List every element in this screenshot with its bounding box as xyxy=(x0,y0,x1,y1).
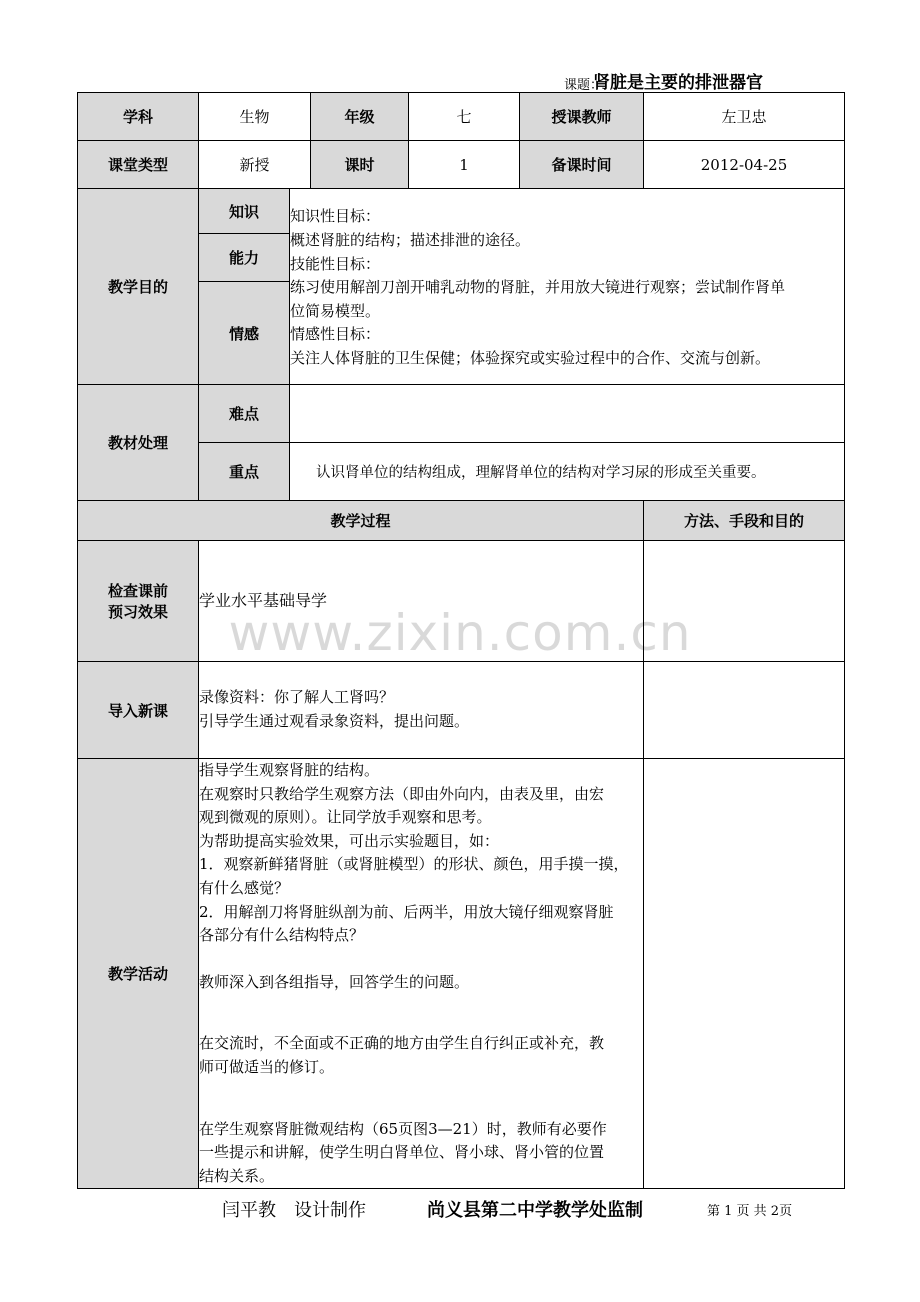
activity-line: 2．用解剖刀将肾脏纵剖为前、后两半，用放大镜仔细观察肾脏 xyxy=(199,902,614,921)
goals-knowledge-label: 知识 xyxy=(199,189,290,234)
intro-text xyxy=(199,662,644,759)
activity-line: 在观察时只教给学生观察方法（即由外向内，由表及里，由宏 xyxy=(199,784,605,803)
goals-line: 位简易模型。 xyxy=(290,301,381,320)
subject-label: 学科 xyxy=(78,93,199,141)
class-type-label: 课堂类型 xyxy=(78,141,199,189)
prep-time-label: 备课时间 xyxy=(520,141,644,189)
goals-label: 教学目的 xyxy=(78,189,199,385)
goals-line: 情感性目标： xyxy=(290,325,381,344)
goals-emotion-label: 情感 xyxy=(199,282,290,385)
topic-title: 肾脏是主要的排泄器官 xyxy=(593,73,763,93)
footer-supervisor: 尚义县第二中学教学处监制 xyxy=(427,1200,643,1221)
activity-line: 1．观察新鲜猪肾脏（或肾脏模型）的形状、颜色，用手摸一摸， xyxy=(199,855,629,874)
subject-value: 生物 xyxy=(199,93,311,141)
activity-line: 教师深入到各组指导，回答学生的问题。 xyxy=(199,972,470,991)
difficulty-text xyxy=(290,385,845,443)
activity-line: 指导学生观察肾脏的结构。 xyxy=(199,761,380,779)
page-footer xyxy=(0,1192,920,1224)
page-number: 第 1 页 共 2页 xyxy=(707,1204,793,1219)
grade-value: 七 xyxy=(409,93,520,141)
teacher-label: 授课教师 xyxy=(520,93,644,141)
activity-line: 在交流时，不全面或不正确的地方由学生自行纠正或补充，教 xyxy=(199,1034,605,1053)
key-point-label: 重点 xyxy=(199,443,290,501)
activity-line: 结构关系。 xyxy=(199,1166,275,1185)
difficulty-label: 难点 xyxy=(199,385,290,443)
activity-method-cell xyxy=(644,759,845,1189)
class-type-value: 新授 xyxy=(199,141,311,189)
grade-label: 年级 xyxy=(311,93,409,141)
intro-line: 录像资料：你了解人工肾吗？ xyxy=(199,688,395,707)
goals-text xyxy=(290,189,845,385)
activity-line: 师可做适当的修订。 xyxy=(199,1057,335,1076)
activity-line: 有什么感觉？ xyxy=(199,878,290,897)
teacher-value: 左卫忠 xyxy=(644,93,845,141)
prep-time-value: 2012-04-25 xyxy=(644,141,845,189)
hours-value: 1 xyxy=(409,141,520,189)
key-point-text: 认识肾单位的结构组成，理解肾单位的结构对学习尿的形成至关重要。 xyxy=(290,443,845,501)
preview-text: 学业水平基础导学 xyxy=(199,541,644,662)
activity-line: 各部分有什么结构特点？ xyxy=(199,926,365,945)
activity-label: 教学活动 xyxy=(78,759,199,1189)
watermark: www.zixin.com.cn xyxy=(228,604,692,662)
hours-label: 课时 xyxy=(311,141,409,189)
process-header: 教学过程 xyxy=(78,501,644,541)
activity-line: 为帮助提高实验效果，可出示实验题目，如： xyxy=(199,831,500,850)
preview-label-line: 预习效果 xyxy=(107,603,168,621)
activity-text xyxy=(199,759,644,1189)
method-header: 方法、手段和目的 xyxy=(644,501,845,541)
preview-label-line: 检查课前 xyxy=(107,582,168,600)
goals-ability-label: 能力 xyxy=(199,234,290,282)
goals-line: 练习使用解剖刀剖开哺乳动物的肾脏，并用放大镜进行观察；尝试制作肾单 xyxy=(290,278,786,297)
intro-method-cell xyxy=(644,662,845,759)
goals-line: 概述肾脏的结构；描述排泄的途径。 xyxy=(290,231,531,250)
goals-line: 技能性目标： xyxy=(290,254,381,273)
activity-line: 一些提示和讲解，使学生明白肾单位、肾小球、肾小管的位置 xyxy=(199,1143,605,1162)
material-label: 教材处理 xyxy=(78,385,199,501)
page-header xyxy=(0,68,920,94)
intro-line: 引导学生通过观看录象资料，提出问题。 xyxy=(199,712,470,730)
goals-line: 知识性目标： xyxy=(290,207,381,226)
footer-designer: 闫平教 设计制作 xyxy=(222,1200,366,1221)
activity-line: 在学生观察肾脏微观结构（65页图3—21）时，教师有必要作 xyxy=(199,1119,607,1138)
activity-line: 观到微观的原则）。让同学放手观察和思考。 xyxy=(199,808,492,827)
intro-label: 导入新课 xyxy=(78,662,199,759)
topic-label: 课题： xyxy=(564,78,604,93)
goals-line: 关注人体肾脏的卫生保健；体验探究或实验过程中的合作、交流与创新。 xyxy=(290,348,771,367)
